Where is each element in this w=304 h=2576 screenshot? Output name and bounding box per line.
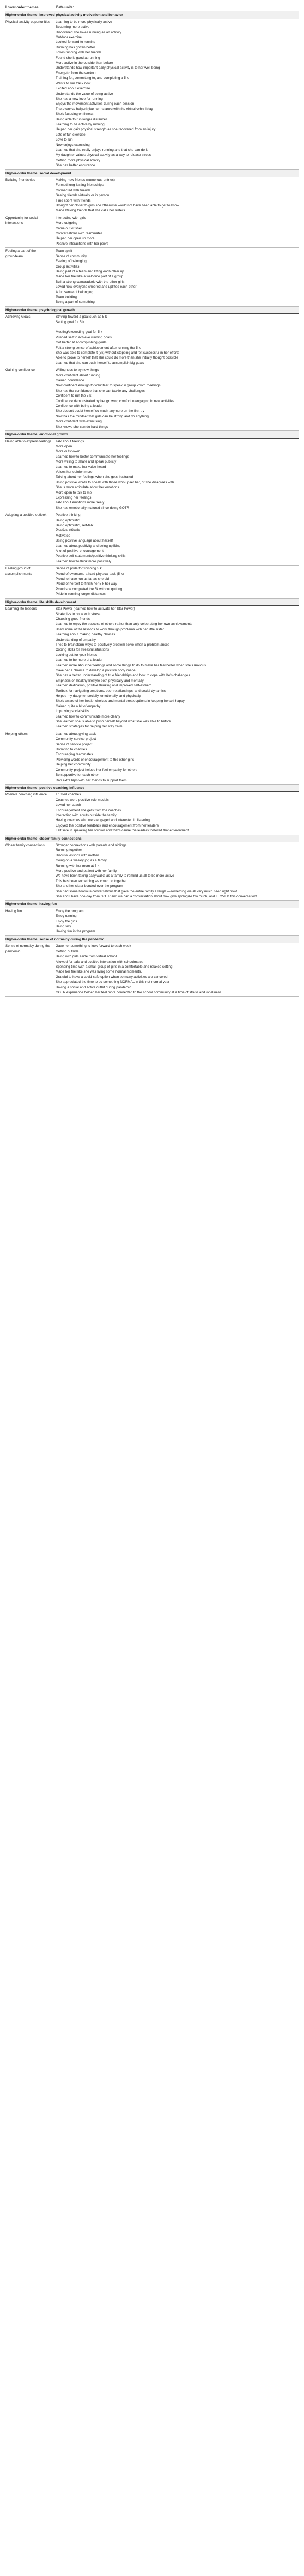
data-unit: She knows she can do hard things bbox=[56, 424, 108, 429]
data-unit: Learned to enjoy the success of others rather than only celebrating her own achievements bbox=[56, 622, 192, 627]
lower-order-theme-name: Having fun bbox=[5, 909, 22, 913]
data-unit: Positive attitude bbox=[56, 528, 80, 533]
data-unit: We have been taking daily walks as a family to remind us all to be more active bbox=[56, 874, 174, 878]
data-unit: Gained quite a bit of empathy bbox=[56, 704, 101, 708]
data-unit: She learned she is able to push herself beyond what she was able to before bbox=[56, 720, 171, 724]
data-unit: GOTR experience helped her feel more connected to the school community at a time of stress and loneliness bbox=[56, 990, 222, 994]
data-units-list bbox=[55, 944, 299, 995]
lower-order-theme-row bbox=[5, 606, 299, 731]
data-unit: She has emotionally matured since doing GOTR bbox=[56, 506, 130, 510]
data-unit: Learned about positivity and being uplifting bbox=[56, 544, 121, 548]
data-unit: Being optimistic, self-talk bbox=[56, 524, 94, 527]
data-unit: Used some of the lessons to work through problems with her little sister bbox=[56, 627, 164, 631]
data-unit: More confident about running bbox=[56, 373, 100, 378]
higher-order-theme-heading: Higher-order theme: positive coaching influence bbox=[5, 785, 299, 792]
data-unit: Being optimistic bbox=[56, 518, 80, 523]
data-unit: Made lifelong friends that she calls her sisters bbox=[56, 209, 125, 213]
data-unit: Learned strategies for helping her stay calm bbox=[56, 725, 123, 729]
data-unit: A lot of positive encouragement bbox=[56, 549, 104, 554]
data-unit: Lots of fun exercise bbox=[56, 132, 86, 137]
data-unit: Looking out for your friends bbox=[56, 653, 98, 657]
higher-order-theme-heading: Higher-order theme: sense of normalcy during the pandemic bbox=[5, 936, 299, 943]
data-unit: Seeing friends virtually or in person bbox=[56, 193, 110, 198]
data-unit: Formed long-lasting friendships bbox=[56, 183, 104, 187]
data-unit: She is more articulate about her emotions bbox=[56, 485, 119, 490]
data-unit: Proud she completed the 5k without quitting bbox=[56, 587, 123, 591]
data-unit: Sense of pride for finishing 5 k bbox=[56, 567, 102, 571]
data-unit: Talk about emotions more freely bbox=[56, 501, 105, 505]
data-unit: Learning to be more physically active bbox=[56, 20, 112, 24]
data-unit: Learned more about her feelings and some things to do to make her feel better when she's anxious bbox=[56, 663, 206, 667]
data-unit: Being a part of something bbox=[56, 300, 95, 305]
data-unit: Feeling of belonging bbox=[56, 259, 87, 264]
data-units-list bbox=[55, 732, 299, 783]
lower-order-theme-row bbox=[5, 566, 299, 598]
data-unit: Setting goal for 5 k bbox=[56, 320, 84, 324]
data-unit: Having a social and active outlet during pandemic bbox=[56, 985, 131, 989]
data-unit: Loved how everyone cheered and uplifted each other bbox=[56, 285, 137, 289]
data-unit: She has a better understanding of true friendships and how to cope with life's challenges bbox=[56, 673, 190, 678]
data-unit: Being able to run longer distances bbox=[56, 117, 108, 121]
data-unit: She has the confidence that she can tackle any challenges bbox=[56, 388, 145, 393]
data-unit: Enjoy running bbox=[56, 914, 77, 919]
lower-order-theme-row bbox=[5, 439, 299, 513]
lower-order-theme-name: Feeling proud of accomplishments bbox=[5, 567, 32, 576]
data-units-list bbox=[55, 566, 299, 597]
data-unit: Helped her gain physical strength as she recovered from an injury bbox=[56, 127, 156, 132]
data-unit: Learned to be more of a leader bbox=[56, 658, 103, 663]
data-unit: Confidence demonstrated by her growing comfort in engaging in new activities bbox=[56, 399, 175, 403]
data-unit: Be supportive for each other bbox=[56, 773, 99, 777]
data-unit: Enjoyed the positive feedback and encouragement from her leaders bbox=[56, 823, 159, 828]
data-unit: She has a new love for running bbox=[56, 96, 103, 101]
higher-order-theme-heading: Higher-order theme: closer family connections bbox=[5, 835, 299, 842]
data-unit: Gave her a chance to develop a positive body image bbox=[56, 668, 136, 672]
data-unit: Improving social skills bbox=[56, 709, 89, 714]
lower-order-theme-row bbox=[5, 943, 299, 997]
data-unit: Looked forward to running bbox=[56, 40, 96, 45]
data-unit: Group activities bbox=[56, 264, 80, 269]
table-body bbox=[5, 11, 299, 997]
data-unit: Interacting with adults outside the family bbox=[56, 813, 117, 817]
data-unit: She was able to complete it (5k) without stopping and felt successful in her efforts bbox=[56, 351, 180, 355]
data-unit: More willing to share and speak publicly bbox=[56, 460, 117, 464]
data-unit: Learned how to better communicate her feelings bbox=[56, 454, 129, 459]
data-unit: Learned that she can push herself to accomplish big goals bbox=[56, 361, 144, 365]
data-units-list bbox=[55, 216, 299, 246]
data-unit: More open to talk to me bbox=[56, 490, 92, 495]
data-unit: Encouraging teammates bbox=[56, 752, 93, 757]
data-unit: She had some hilarious conversations that gave the entire family a laugh —something we all very much need right now! bbox=[56, 889, 238, 894]
data-unit: Coping skills for stressful situations bbox=[56, 648, 109, 652]
data-unit: Found she is good at running bbox=[56, 56, 100, 60]
lower-order-theme-name: Closer family connections bbox=[5, 843, 45, 847]
data-units-list bbox=[55, 909, 299, 934]
lower-order-theme-row bbox=[5, 908, 299, 936]
data-unit: Now has the mindset that girls can be strong and do anything bbox=[56, 414, 149, 418]
data-unit: Star Power (learned how to activate her Star Power) bbox=[56, 607, 135, 611]
data-unit: She doesn't doubt herself so much anymore on the first try bbox=[56, 409, 144, 414]
lower-order-theme-name: Gaining confidence bbox=[5, 368, 35, 373]
data-unit: More outspoken bbox=[56, 449, 81, 454]
data-unit: Learned how to think more positively bbox=[56, 559, 112, 563]
data-unit: She appreciated the time to do something NORMAL in this not-normal year bbox=[56, 980, 170, 985]
data-unit: Stronger connections with parents and siblings bbox=[56, 843, 127, 847]
data-unit: Having fun in the program bbox=[56, 929, 95, 934]
higher-order-theme-heading: Higher-order theme: psychological growth bbox=[5, 307, 299, 314]
data-unit: Positive self-statements/positive thinking skills bbox=[56, 554, 126, 558]
data-unit: Making new friends (numerous entries) bbox=[56, 178, 115, 182]
data-unit: Sense of service project bbox=[56, 742, 93, 746]
data-unit: Donating to charities bbox=[56, 748, 87, 752]
data-unit: Now confident enough to volunteer to speak in group Zoom meetings bbox=[56, 384, 161, 388]
data-unit: Time spent with friends bbox=[56, 198, 91, 203]
data-units-list bbox=[55, 178, 299, 214]
data-unit: Gained confidence bbox=[56, 379, 84, 383]
data-unit: Felt safe in speaking her opinion and that's cause the leaders fostered that environment bbox=[56, 829, 189, 833]
lower-order-theme-row bbox=[5, 215, 299, 248]
data-unit: She and I have one day from GOTR and we had a conversation about how girls apologize too much, and I LOVED this conversation! bbox=[56, 895, 257, 899]
data-unit: Providing words of encouragement to the other girls bbox=[56, 757, 135, 762]
table-header bbox=[5, 4, 299, 11]
data-unit: Enjoy the program bbox=[56, 909, 84, 913]
data-unit: Meeting/exceeding goal for 5 k bbox=[56, 330, 102, 335]
data-unit: Using positive language about herself bbox=[56, 539, 113, 543]
data-unit: Got better at accomplishing goals bbox=[56, 341, 107, 345]
data-unit: Outdoor exercise bbox=[56, 35, 82, 40]
data-unit: Loves running with her friends bbox=[56, 51, 102, 55]
data-unit: Learning about making healthy choices bbox=[56, 633, 115, 637]
data-unit: She has better endurance bbox=[56, 163, 95, 168]
lower-order-theme-name: Achieving Goals bbox=[5, 315, 31, 319]
lower-order-theme-row bbox=[5, 314, 299, 367]
data-unit: Voices her opinion more bbox=[56, 470, 93, 474]
data-units-list bbox=[55, 248, 299, 305]
data-unit: More active in the outside than before bbox=[56, 61, 113, 65]
data-unit: Learned about giving back bbox=[56, 732, 96, 736]
data-unit: Tries to brainstorm ways to positively problem solve when a problem arises bbox=[56, 642, 170, 647]
data-unit: Gave her something to look forward to each week bbox=[56, 944, 131, 949]
data-unit: Pride in running longer distances bbox=[56, 592, 106, 597]
data-units-list bbox=[55, 439, 299, 511]
data-unit: Expressing her feelings bbox=[56, 495, 92, 500]
data-units-list bbox=[55, 792, 299, 833]
lower-order-theme-row bbox=[5, 842, 299, 901]
data-unit: Allowed for safe and positive interaction with schoolmates bbox=[56, 959, 144, 964]
lower-order-theme-row bbox=[5, 177, 299, 215]
data-unit: More open bbox=[56, 444, 72, 448]
data-units-list bbox=[55, 513, 299, 564]
data-unit: A fun sense of belonging bbox=[56, 290, 93, 294]
lower-order-theme-name: Sense of normalcy during the pandemic bbox=[5, 944, 50, 953]
data-table bbox=[5, 4, 299, 997]
data-unit: Wants to run track now bbox=[56, 81, 91, 86]
data-units-list bbox=[55, 314, 299, 366]
data-unit: Going on a weekly jog as a family bbox=[56, 859, 107, 863]
data-units-list bbox=[55, 843, 299, 899]
data-unit: She's focusing on fitness bbox=[56, 112, 94, 117]
data-unit: This has been something we could do together bbox=[56, 879, 127, 883]
data-unit: Came out of shell bbox=[56, 226, 83, 230]
higher-order-theme-heading: Higher-order theme: emotional growth bbox=[5, 431, 299, 438]
data-unit: Enjoy the girls bbox=[56, 919, 77, 924]
higher-order-theme-heading: Higher-order theme: social development bbox=[5, 170, 299, 177]
data-unit: She and her sister bonded over the program bbox=[56, 884, 123, 889]
data-unit: Grateful to have a covid-safe option when so many activities are canceled bbox=[56, 975, 168, 979]
data-unit: Connected with friends bbox=[56, 188, 91, 192]
data-unit: Now enjoys exercising bbox=[56, 143, 90, 147]
data-unit: Proud to have run as far as she did bbox=[56, 577, 110, 581]
data-unit: Running with her mom at 5 k bbox=[56, 864, 100, 868]
data-unit: Helping her community bbox=[56, 763, 91, 767]
data-unit: Team spirit bbox=[56, 249, 72, 253]
data-unit: Discovered she loves running as an activity bbox=[56, 30, 121, 34]
data-unit: Training for, committing to, and completing a 5 k bbox=[56, 76, 129, 81]
data-unit: Sense of community bbox=[56, 254, 87, 258]
lower-order-theme-row bbox=[5, 792, 299, 835]
data-unit: Positive thinking bbox=[56, 513, 81, 518]
data-unit: Team building bbox=[56, 295, 77, 299]
data-unit: Love to run bbox=[56, 138, 73, 142]
data-unit: Learned dedication, positive thinking and improved self-esteem bbox=[56, 684, 152, 688]
lower-order-theme-name: Being able to express feelings bbox=[5, 439, 52, 443]
header-lower-order-themes: Lower-order themes bbox=[5, 5, 39, 9]
lower-order-theme-row bbox=[5, 367, 299, 431]
header-data-units: Data units: bbox=[56, 5, 74, 9]
data-unit: Being with girls aside from virtual school bbox=[56, 955, 117, 959]
data-unit: Having coaches who were engaged and interested in listening bbox=[56, 818, 150, 823]
data-unit: Understanding of empathy bbox=[56, 637, 96, 642]
data-unit: Energetic from the workout bbox=[56, 71, 97, 75]
data-unit: Getting more physical activity bbox=[56, 158, 100, 162]
data-unit: Getting outside bbox=[56, 949, 79, 953]
data-unit: Ran extra laps with her friends to support them bbox=[56, 778, 127, 782]
data-unit: Pushed self to achieve running goals bbox=[56, 335, 112, 339]
data-unit: Positive interactions with her peers bbox=[56, 241, 109, 246]
lower-order-theme-name: Helping others bbox=[5, 732, 28, 736]
data-unit: The exercise helped give her balance with the virtual school day bbox=[56, 107, 153, 111]
data-unit: Discuss lessons with mother bbox=[56, 853, 99, 858]
data-unit: Learned that she really enjoys running and that she can do it bbox=[56, 148, 148, 152]
data-units-list bbox=[55, 606, 299, 730]
data-unit: Community project helped her feel empathy for others bbox=[56, 768, 138, 772]
lower-order-theme-row bbox=[5, 19, 299, 170]
data-unit: Running together bbox=[56, 848, 82, 853]
lower-order-theme-row bbox=[5, 731, 299, 785]
data-unit: More positive and patient with her family bbox=[56, 869, 117, 873]
data-unit: Loved her coach bbox=[56, 803, 81, 807]
data-unit: Helped her open up more bbox=[56, 236, 95, 241]
data-unit: Strategies to cope with stress bbox=[56, 612, 101, 616]
higher-order-theme-heading: Higher-order theme: life skills development bbox=[5, 599, 299, 606]
lower-order-theme-name: Physical activity opportunities bbox=[5, 20, 51, 24]
data-unit: Using positive words to speak with those who upset her, or she disagrees with bbox=[56, 480, 174, 484]
data-unit: Spending time with a small group of girls in a comfortable and relaxed setting bbox=[56, 964, 173, 969]
data-unit: Confidence with being a leader bbox=[56, 404, 103, 409]
data-unit: Proud of herself to finish her 5 k her way bbox=[56, 582, 117, 586]
data-unit: Talking about her feelings when she gets frustrated bbox=[56, 475, 133, 479]
data-unit: Made her feel like she was living some normal moments. bbox=[56, 970, 142, 974]
data-unit: More confident with exercising bbox=[56, 420, 102, 424]
data-unit: Emphasis on healthy lifestyle both physically and mentally bbox=[56, 678, 144, 683]
data-unit: Motivated bbox=[56, 533, 71, 538]
lower-order-theme-row bbox=[5, 248, 299, 306]
data-units-list bbox=[55, 368, 299, 429]
data-unit: Being silly bbox=[56, 925, 71, 929]
lower-order-theme-name: Building friendships bbox=[5, 178, 35, 182]
data-unit: Trusted coaches bbox=[56, 793, 81, 797]
data-unit bbox=[55, 325, 299, 330]
lower-order-theme-name: Feeling a part of the group/team bbox=[5, 249, 37, 258]
data-unit: Confident to run the 5 k bbox=[56, 394, 92, 398]
data-unit: Able to prove to herself that she could do more than she initially thought possible bbox=[56, 356, 178, 360]
data-units-list bbox=[55, 20, 299, 168]
data-unit: Striving toward a goal such as 5 k bbox=[56, 315, 107, 319]
data-unit: Helped my daughter socially, emotionally, and physically bbox=[56, 694, 141, 698]
lower-order-theme-name: Learning life lessons bbox=[5, 607, 37, 611]
data-unit: Felt a strong sense of achievement after running the 5 k bbox=[56, 345, 141, 350]
data-unit: Proud of overcome a hard physical task (5 k) bbox=[56, 572, 124, 576]
data-unit: She's aware of her health choices and mental break options in keeping herself happy bbox=[56, 699, 185, 703]
data-unit: Excited about exercise bbox=[56, 87, 90, 91]
data-unit: Understands the value of being active bbox=[56, 92, 113, 96]
data-unit: Running has gotten better bbox=[56, 45, 95, 50]
data-unit: Learned to make her voice heard bbox=[56, 465, 106, 469]
data-unit: Brought her closer to girls she otherwise would not have been able to get to know bbox=[56, 204, 179, 208]
data-unit: Enjoys the movement activities during each session bbox=[56, 102, 135, 106]
higher-order-theme-heading: Higher-order theme: having fun bbox=[5, 901, 299, 908]
data-unit: Understands how important daily physical activity is to her well-being bbox=[56, 66, 160, 70]
data-unit: More outgoing bbox=[56, 221, 78, 226]
data-unit: Willingness to try new things bbox=[56, 368, 99, 373]
data-unit: Made her feel like a welcome part of a group bbox=[56, 275, 124, 279]
data-unit: Toolbox for navigating emotions, peer relationships, and social dynamics bbox=[56, 689, 166, 693]
lower-order-theme-name: Positive coaching influence bbox=[5, 793, 47, 797]
data-unit: Being part of a team and lifting each other up bbox=[56, 269, 124, 274]
data-unit: Coaches were positive role models bbox=[56, 798, 109, 802]
data-unit: Becoming more active bbox=[56, 25, 90, 29]
data-unit: Learning to be active by running bbox=[56, 122, 105, 126]
data-unit: Built a strong camaraderie with the other girls bbox=[56, 280, 125, 284]
data-unit: Talk about feelings bbox=[56, 439, 84, 443]
data-unit: Community service project bbox=[56, 737, 96, 742]
data-unit: My daughter values physical activity as a way to release stress bbox=[56, 153, 151, 157]
data-unit: Learned how to communicate more clearly bbox=[56, 714, 120, 719]
data-unit: Choosing good friends bbox=[56, 617, 90, 621]
higher-order-theme-heading: Higher-order theme: improved physical activity motivation and behavior bbox=[5, 11, 299, 19]
lower-order-theme-name: Opportunity for social interactions bbox=[5, 216, 38, 226]
data-unit: Interacting with girls bbox=[56, 216, 86, 220]
data-unit: Conversations with teammates bbox=[56, 232, 103, 236]
data-unit: Encouragement she gets from the coaches bbox=[56, 808, 121, 812]
lower-order-theme-name: Adopting a positive outlook bbox=[5, 513, 47, 518]
lower-order-theme-row bbox=[5, 512, 299, 566]
